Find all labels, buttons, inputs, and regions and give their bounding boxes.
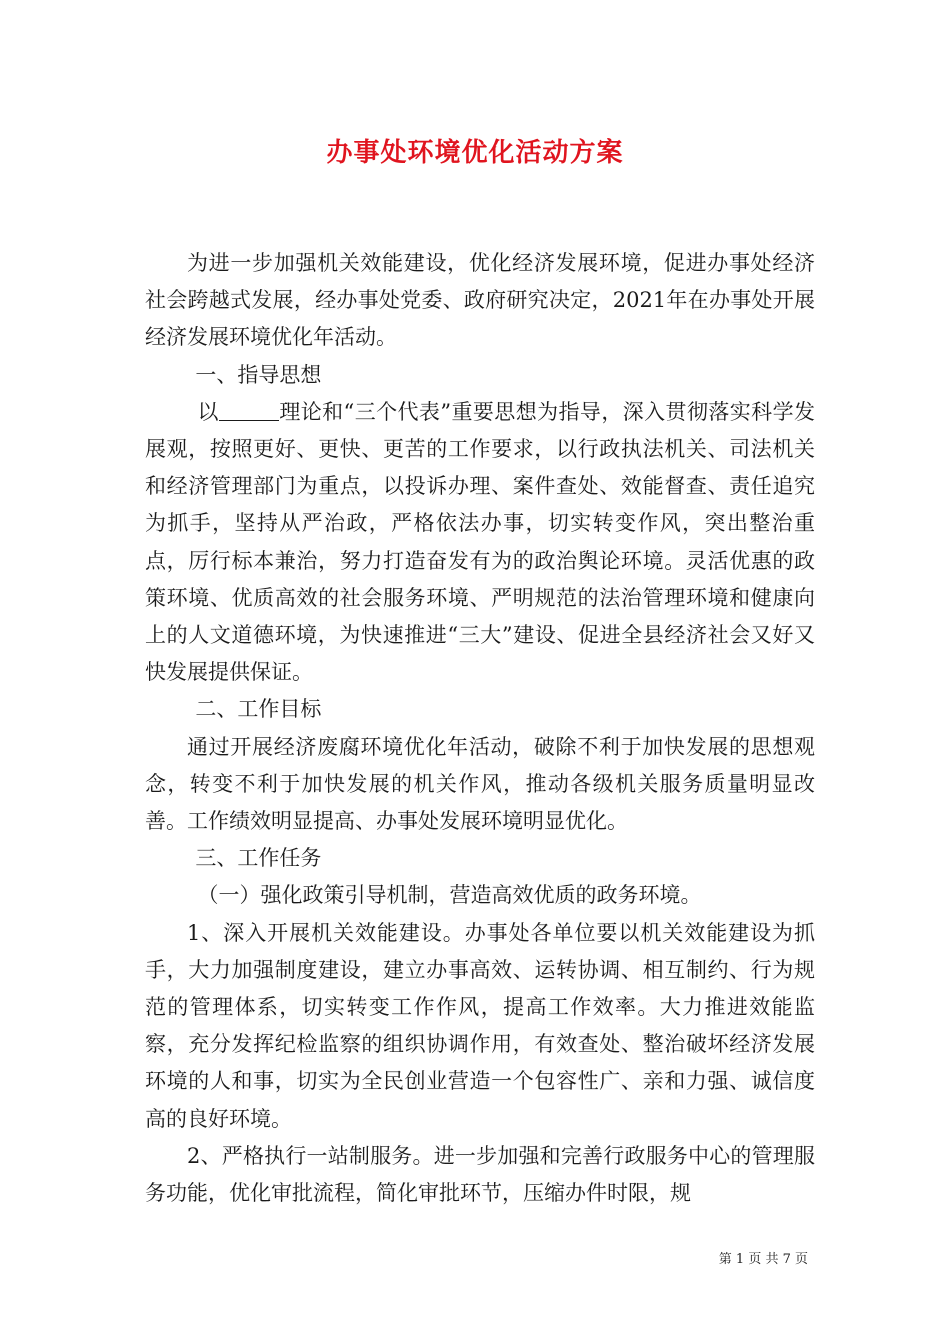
section-heading-work-goals: 二、工作目标 xyxy=(195,697,322,722)
section-heading-work-tasks: 三、工作任务 xyxy=(195,846,322,871)
document-body xyxy=(145,245,815,1212)
paragraph-intro: 为进一步加强机关效能建设，优化经济发展环境，促进办事处经济社会跨越式发展，经办事处党委、政府研究决定，2021年在办事处开展经济发展环境优化年活动。 xyxy=(145,251,815,350)
page-number-footer: 第 1 页 共 7 页 xyxy=(718,1252,808,1267)
blank-underline xyxy=(219,399,279,421)
paragraph-work-goals: 通过开展经济废腐环境优化年活动，破除不利于加快发展的思想观念，转变不利于加快发展的机关作风，推动各级机关服务质量明显改善。工作绩效明显提高、办事处发展环境明显优化。 xyxy=(145,734,815,834)
subsection-heading-1: （一）强化政策引导机制，营造高效优质的政务环境。 xyxy=(197,883,702,908)
section-heading-guiding-thought: 一、指导思想 xyxy=(195,362,322,387)
paragraph-guiding-thought xyxy=(145,394,815,692)
paragraph-task-1: 1、深入开展机关效能建设。办事处各单位要以机关效能建设为抓手，大力加强制度建设，建立办事高效、运转协调、相互制约、行为规范的管理体系，切实转变工作作风，提高工作效率。大力推进效能监察，充分发挥纪检监察的组织协调作用，有效查处、整治破坏经济发展环境的人和事，切实为全民创业营造一个包容性广、亲和力强、诚信度高的良好环境。 xyxy=(145,920,815,1131)
paragraph-guiding-thought-text: 理论和“三个代表”重要思想为指导，深入贯彻落实科学发展观，按照更好、更快、更苦的工作要求，以行政执法机关、司法机关和经济管理部门为重点，以投诉办理、案件查处、效能督查、责任追究为抓手，坚持从严治政，严格依法办事，切实转变作风，突出整治重点，厉行标本兼治，努力打造奋发有为的政治舆论环境。灵活优惠的政策环境、优质高效的社会服务环境、严明规范的法治管理环境和健康向上的人文道德环境，为快速推进“三大”建设、促进全县经济社会又好又快发展提供保证。 xyxy=(145,399,815,685)
paragraph-task-2: 2、严格执行一站制服务。进一步加强和完善行政服务中心的管理服务功能，优化审批流程，简化审批环节，压缩办件时限，规 xyxy=(145,1143,815,1206)
paragraph-prefix: 以 xyxy=(197,399,219,424)
document-title: 办事处环境优化活动方案 xyxy=(326,138,624,168)
